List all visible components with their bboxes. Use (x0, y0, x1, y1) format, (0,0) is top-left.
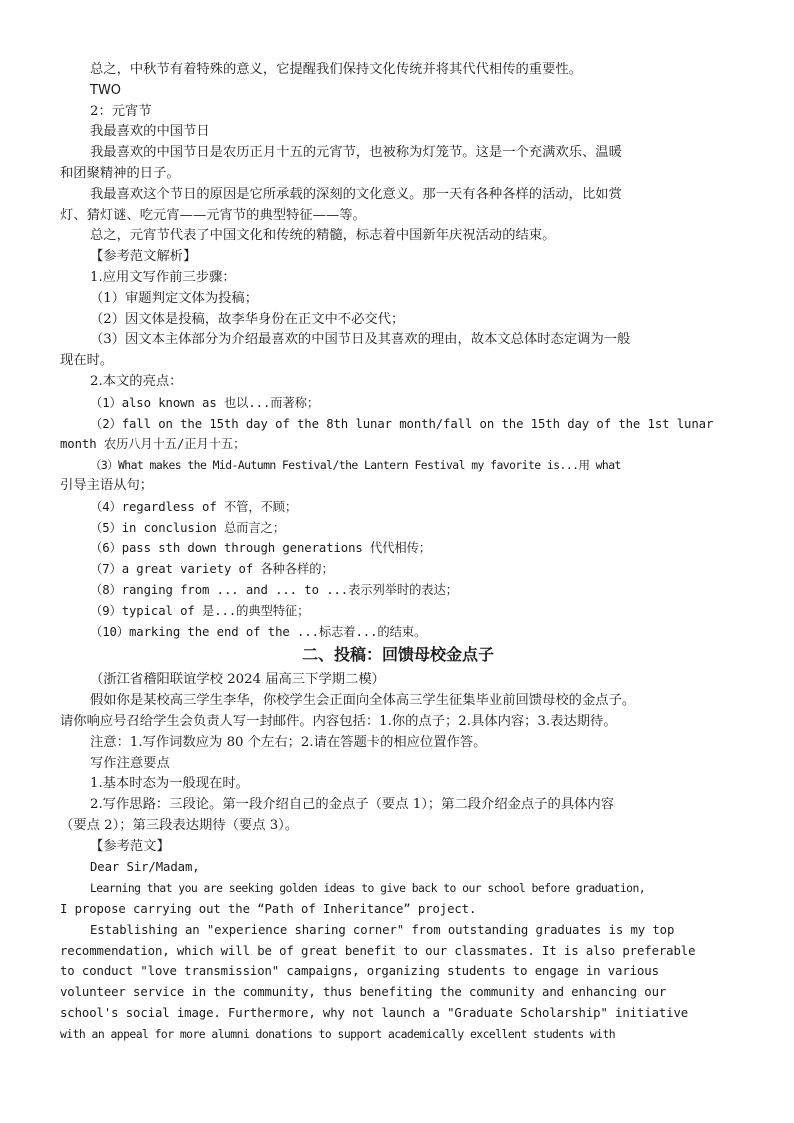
step-3-cont: 现在时。 (60, 353, 114, 369)
reference-header: 【参考范文】 (90, 838, 170, 854)
highlights-title: 2.本文的亮点： (90, 373, 183, 389)
lantern-paragraph-1-cont: 和团聚精神的日子。 (60, 165, 180, 181)
letter-paragraph-2-line-6: with an appeal for more alumni donations to support academically excellent students with (60, 1026, 616, 1041)
analysis-header: 【参考范文解析】 (90, 249, 197, 265)
highlight-2: （2）fall on the 15th day of the 8th lunar month/fall on the 15th day of the 1st lunar (90, 416, 714, 431)
step-3: （3）因文本主体部分为介绍最喜欢的中国节日及其喜欢的理由，故本文总体时态定调为一般 (90, 332, 631, 348)
highlight-6: （6）pass sth down through generations 代代相传； (90, 541, 431, 556)
lantern-paragraph-2-cont: 灯、猜灯谜、吃元宵——元宵节的典型特征——等。 (60, 207, 366, 223)
prompt-text: 假如你是某校高三学生李华，你校学生会正面向全体高三学生征集毕业前回馈母校的金点子。 (90, 693, 636, 709)
prompt-text-cont: 请你响应号召给学生会负责人写一封邮件。内容包括：1.你的点子；2.具体内容；3.表达期待。 (60, 713, 617, 729)
document-page (60, 60, 736, 1045)
letter-paragraph-2-line-4: volunteer service in the community, thus benefiting the community and enhancing our (60, 985, 667, 1000)
letter-paragraph-2-line-3: to conduct "love transmission" campaigns, organizing students to engage in various (60, 964, 659, 979)
tip-2-cont: （要点 2）；第三段表达期待（要点 3）。 (60, 817, 299, 833)
letter-paragraph-1-cont: I propose carrying out the “Path of Inheritance” project. (60, 902, 477, 917)
section-marker-two: TWO (90, 82, 122, 98)
tip-2: 2.写作思路：三段论。第一段介绍自己的金点子（要点 1）；第二段介绍金点子的具体内容 (90, 797, 615, 813)
source-note: （浙江省稽阳联谊学校 2024 届高三下学期二模） (90, 672, 385, 688)
highlight-8: （8）ranging from ... and ... to ...表示列举时的表达； (90, 582, 458, 597)
attention-note: 注意：1.写作词数应为 80 个左右；2.请在答题卡的相应位置作答。 (90, 734, 487, 750)
letter-paragraph-2: Establishing an "experience sharing corner" from outstanding graduates is my top (90, 922, 675, 937)
highlight-5: （5）in conclusion 总而言之； (90, 520, 285, 535)
highlight-2-cont: month 农历八月十五/正月十五； (60, 437, 246, 452)
highlight-3: （3）What makes the Mid-Autumn Festival/the Lantern Festival my favorite is...用 what (90, 458, 621, 473)
steps-title: 1.应用文写作前三步骤： (90, 269, 236, 285)
lantern-label: 2：元宵节 (90, 103, 152, 119)
highlight-10: （10）marking the end of the ...标志着...的结束。 (90, 624, 427, 639)
tips-title: 写作注意要点 (90, 755, 170, 771)
tip-1: 1.基本时态为一般现在时。 (90, 776, 249, 792)
lantern-paragraph-1: 我最喜欢的中国节日是农历正月十五的元宵节，也被称为灯笼节。这是一个充满欢乐、温暖 (90, 145, 622, 161)
letter-salutation: Dear Sir/Madam, (90, 860, 200, 875)
lantern-paragraph-3: 总之，元宵节代表了中国文化和传统的精髓，标志着中国新年庆祝活动的结束。 (90, 228, 556, 244)
step-1: （1）审题判定文体为投稿； (90, 290, 259, 306)
lantern-essay-title: 我最喜欢的中国节日 (90, 124, 210, 140)
highlight-1: （1）also known as 也以...而著称； (90, 395, 320, 410)
highlight-9: （9）typical of 是...的典型特征； (90, 603, 310, 618)
highlight-7: （7）a great variety of 各种各样的； (90, 562, 334, 577)
highlight-4: （4）regardless of 不管，不顾； (90, 499, 298, 514)
section-heading: 二、投稿：回馈母校金点子 (301, 645, 494, 665)
highlight-3-cont: 引导主语从句； (60, 477, 154, 493)
step-2: （2）因文体是投稿，故李华身份在正文中不必交代； (90, 311, 405, 327)
letter-paragraph-2-line-5: school's social image. Furthermore, why not launch a "Graduate Scholarship" initiative (60, 1006, 689, 1021)
lantern-paragraph-2: 我最喜欢这个节日的原因是它所承载的深刻的文化意义。那一天有各种各样的活动，比如赏 (90, 186, 622, 202)
mid-autumn-conclusion: 总之，中秋节有着特殊的意义，它提醒我们保持文化传统并将其代代相传的重要性。 (90, 62, 582, 77)
letter-paragraph-2-line-2: recommendation, which will be of great benefit to our classmates. It is also preferable (60, 943, 696, 958)
letter-paragraph-1: Learning that you are seeking golden ideas to give back to our school before graduation, (90, 881, 646, 896)
